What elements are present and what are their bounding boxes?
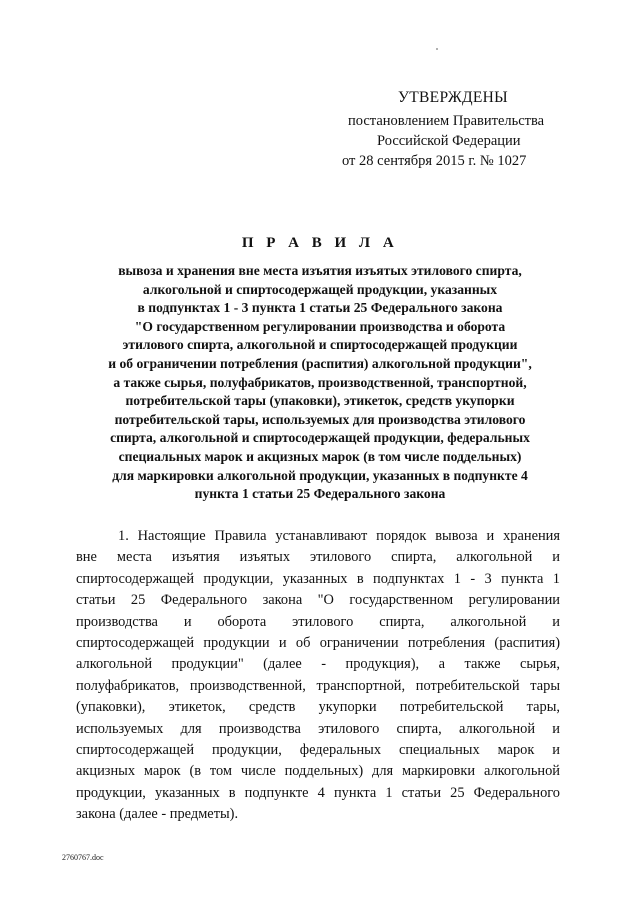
approval-date-number: от 28 сентября 2015 г. № 1027 (342, 153, 527, 169)
subtitle-line: "О государственном регулировании производства и оборота (134, 318, 506, 334)
subtitle-line: пункта 1 статьи 25 Федерального закона (194, 486, 446, 502)
subtitle-line: в подпунктах 1 - 3 пункта 1 статьи 25 Федерального закона (137, 300, 503, 316)
subtitle-line: специальных марок и акцизных марок (в том числе поддельных) (118, 448, 522, 464)
subtitle-line: спирта, алкогольной и спиртосодержащей продукции, федеральных (110, 430, 530, 446)
paragraph-line: статьи 25 Федерального закона "О государственном регулировании (76, 592, 560, 609)
subtitle-line: для маркировки алкогольной продукции, указанных в подпункте 4 (112, 467, 528, 483)
paragraph-line: спиртосодержащей продукции и об ограничении потребления (распития) (76, 635, 560, 652)
scan-speck (436, 48, 438, 50)
paragraph-line: спиртосодержащей продукции, федеральных специальных марок и (76, 742, 560, 759)
paragraph-line: алкогольной продукции" (далее - продукция), а также сырья, (76, 656, 560, 673)
paragraph-line: используемых для производства этилового спирта, алкогольной и (76, 720, 560, 737)
paragraph-line: полуфабрикатов, производственной, транспортной, потребительской тары (76, 677, 560, 694)
document-title: П Р А В И Л А (241, 235, 399, 251)
subtitle-line: и об ограничении потребления (распития) алкогольной продукции", (108, 355, 532, 371)
paragraph-line: 1. Настоящие Правила устанавливают порядок вывоза и хранения (118, 528, 560, 544)
subtitle-line: этилового спирта, алкогольной и спиртосодержащей продукции (122, 337, 518, 353)
document-subtitle (60, 262, 580, 504)
subtitle-line: вывоза и хранения вне места изъятия изъятых этилового спирта, (118, 263, 522, 278)
paragraph-line: спиртосодержащей продукции, указанных в подпунктах 1 - 3 пункта 1 (76, 570, 560, 587)
paragraph-line: вне места изъятия изъятых этилового спирта, алкогольной и (76, 549, 560, 566)
subtitle-line: потребительской тары (упаковки), этикеток, средств укупорки (125, 393, 515, 409)
paragraph-1 (76, 526, 560, 826)
approval-heading: УТВЕРЖДЕНЫ (398, 89, 508, 106)
subtitle-line: алкогольной и спиртосодержащей продукции, указанных (142, 281, 498, 297)
subtitle-line: потребительской тары, используемых для производства этилового (114, 411, 526, 427)
approval-line: Российской Федерации (377, 133, 521, 149)
paragraph-line: акцизных марок (в том числе поддельных) для маркировки алкогольной (76, 763, 560, 780)
paragraph-line: (упаковки), этикеток, средств укупорки потребительской тары, (76, 699, 560, 716)
paragraph-line: продукции, указанных в подпункте 4 пункта 1 статьи 25 Федерального (76, 784, 560, 801)
footer-filename: 2760767.doc (62, 853, 104, 862)
paragraph-line: производства и оборота этилового спирта, алкогольной и (76, 613, 560, 630)
approval-line: постановлением Правительства (348, 113, 545, 129)
paragraph-line: закона (далее - предметы). (76, 806, 239, 823)
subtitle-line: а также сырья, полуфабрикатов, производственной, транспортной, (113, 374, 527, 390)
